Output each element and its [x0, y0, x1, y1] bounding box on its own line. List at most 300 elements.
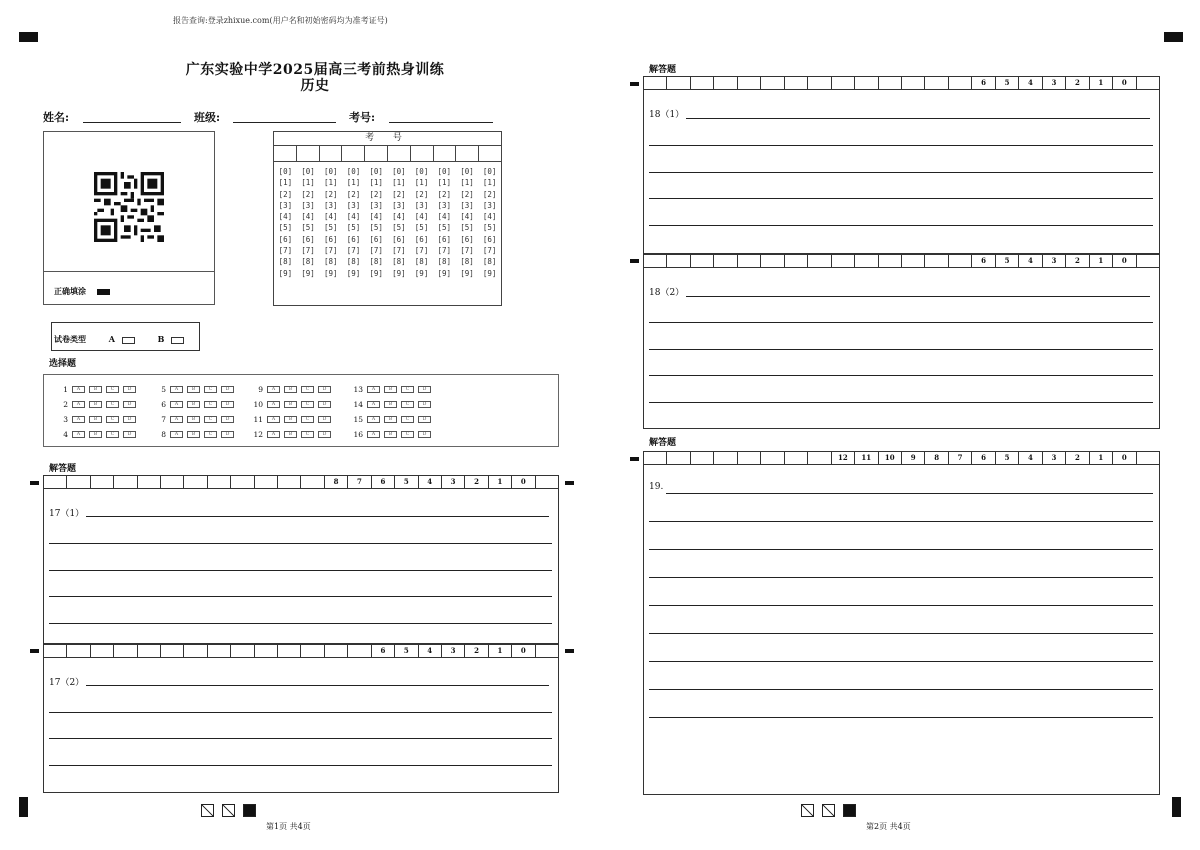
mcq-option-bubble[interactable]: A	[72, 401, 85, 408]
exam-id-digit[interactable]: [4]	[323, 212, 338, 222]
score-cell-blank[interactable]	[761, 77, 784, 89]
exam-id-digit[interactable]: [3]	[278, 200, 293, 210]
exam-id-digit[interactable]: [6]	[392, 234, 406, 244]
score-cell-blank[interactable]	[301, 645, 324, 657]
exam-id-digit[interactable]: [6]	[301, 234, 315, 244]
exam-id-digit[interactable]: [8]	[346, 257, 361, 267]
exam-id-digit[interactable]: [3]	[392, 200, 406, 210]
exam-id-digit[interactable]: [8]	[323, 257, 338, 267]
mcq-option-bubble[interactable]: B	[384, 431, 397, 438]
score-cell[interactable]: 7	[949, 452, 972, 464]
score-cell[interactable]: 6	[372, 476, 395, 488]
mcq-option-bubble[interactable]: B	[89, 416, 102, 423]
score-cell[interactable]: 8	[325, 476, 348, 488]
exam-id-digit[interactable]: [2]	[301, 189, 315, 199]
score-cell-blank[interactable]	[644, 77, 667, 89]
mcq-option-bubble[interactable]: B	[384, 401, 397, 408]
exam-id-digit[interactable]: [7]	[301, 246, 315, 256]
exam-id-digit[interactable]: [9]	[346, 268, 361, 278]
score-cell[interactable]: 0	[512, 476, 535, 488]
score-cell-blank[interactable]	[67, 476, 90, 488]
mcq-option-bubble[interactable]: A	[170, 386, 183, 393]
exam-id-digit[interactable]: [3]	[323, 200, 338, 210]
exam-id-column[interactable]	[319, 166, 342, 279]
score-cell-blank[interactable]	[691, 452, 714, 464]
exam-id-digit[interactable]: [1]	[437, 178, 452, 188]
score-cell-blank[interactable]	[808, 255, 831, 267]
score-cell[interactable]: 0	[512, 645, 535, 657]
score-cell[interactable]: 1	[489, 476, 512, 488]
mcq-option-bubble[interactable]: B	[89, 401, 102, 408]
score-cell[interactable]: 2	[1066, 255, 1089, 267]
score-cell-blank[interactable]	[231, 476, 254, 488]
exam-id-digit[interactable]: [8]	[301, 257, 315, 267]
exam-id-digit[interactable]: [1]	[392, 178, 406, 188]
mcq-option-bubble[interactable]: C	[301, 416, 314, 423]
score-cell[interactable]: 7	[348, 476, 371, 488]
exam-id-digit[interactable]: [9]	[323, 268, 338, 278]
score-cell-blank[interactable]	[325, 645, 348, 657]
exam-id-digit[interactable]: [9]	[301, 268, 315, 278]
mcq-option-bubble[interactable]: C	[204, 431, 217, 438]
mcq-option-bubble[interactable]: A	[367, 416, 380, 423]
score-cell-blank[interactable]	[761, 255, 784, 267]
exam-id-digit[interactable]: [8]	[414, 257, 429, 267]
exam-id-digit[interactable]: [5]	[278, 223, 293, 233]
score-strip-18-1[interactable]	[643, 76, 1160, 90]
exam-id-digit[interactable]: [4]	[414, 212, 429, 222]
exam-id-digit[interactable]: [3]	[414, 200, 429, 210]
exam-id-digit[interactable]: [8]	[392, 257, 406, 267]
exam-id-digit[interactable]: [0]	[392, 167, 406, 176]
score-cell[interactable]: 11	[855, 452, 878, 464]
exam-id-digit[interactable]: [3]	[346, 200, 361, 210]
mcq-option-bubble[interactable]: C	[106, 431, 119, 438]
score-cell-blank[interactable]	[667, 452, 690, 464]
exam-id-digit[interactable]: [3]	[301, 200, 315, 210]
exam-id-digit[interactable]: [4]	[392, 212, 406, 222]
mcq-option-bubble[interactable]: C	[301, 431, 314, 438]
class-field[interactable]	[233, 122, 336, 123]
exam-id-digit[interactable]: [3]	[460, 200, 474, 210]
mcq-option-bubble[interactable]: A	[170, 431, 183, 438]
exam-id-digit[interactable]: [7]	[392, 246, 406, 256]
exam-id-digit[interactable]: [2]	[323, 189, 338, 199]
exam-id-digit[interactable]: [1]	[346, 178, 361, 188]
exam-id-digit[interactable]: [1]	[278, 178, 293, 188]
exam-id-digit[interactable]: [4]	[346, 212, 361, 222]
exam-id-digit[interactable]: [6]	[437, 234, 452, 244]
answer-box-17-1[interactable]	[43, 489, 559, 644]
mcq-option-bubble[interactable]: C	[401, 386, 414, 393]
mcq-option-bubble[interactable]: D	[123, 401, 136, 408]
score-cell[interactable]: 5	[395, 476, 418, 488]
exam-id-digit[interactable]: [9]	[414, 268, 429, 278]
score-cell-blank[interactable]	[738, 452, 761, 464]
score-cell[interactable]: 5	[996, 452, 1019, 464]
exam-id-digit[interactable]: [7]	[278, 246, 293, 256]
mcq-option-bubble[interactable]: A	[170, 416, 183, 423]
score-cell[interactable]: 4	[419, 476, 442, 488]
score-cell-blank[interactable]	[644, 452, 667, 464]
mcq-option-bubble[interactable]: B	[187, 416, 200, 423]
exam-id-column[interactable]	[478, 166, 501, 279]
mcq-option-bubble[interactable]: D	[318, 401, 331, 408]
exam-id-digit[interactable]: [5]	[460, 223, 474, 233]
mcq-option-bubble[interactable]: B	[284, 386, 297, 393]
exam-id-digit[interactable]: [5]	[346, 223, 361, 233]
exam-id-digit[interactable]: [8]	[460, 257, 474, 267]
score-cell-blank[interactable]	[949, 77, 972, 89]
score-cell[interactable]: 1	[489, 645, 512, 657]
score-cell[interactable]: 2	[465, 476, 488, 488]
exam-id-digit[interactable]: [9]	[482, 268, 497, 278]
score-cell-blank[interactable]	[667, 77, 690, 89]
exam-id-digit[interactable]: [2]	[369, 189, 383, 199]
score-cell-blank[interactable]	[902, 255, 925, 267]
mcq-option-bubble[interactable]: D	[418, 431, 431, 438]
exam-id-digit[interactable]: [6]	[482, 234, 497, 244]
score-cell-blank[interactable]	[536, 476, 558, 488]
score-cell[interactable]: 0	[1113, 452, 1136, 464]
score-cell-blank[interactable]	[278, 645, 301, 657]
mcq-option-bubble[interactable]: B	[187, 386, 200, 393]
exam-id-digit[interactable]: [3]	[482, 200, 497, 210]
score-cell[interactable]: 1	[1090, 452, 1113, 464]
score-cell-blank[interactable]	[44, 476, 67, 488]
score-cell-blank[interactable]	[785, 255, 808, 267]
score-cell[interactable]: 12	[832, 452, 855, 464]
exam-id-digit[interactable]: [4]	[278, 212, 293, 222]
mcq-option-bubble[interactable]: D	[221, 416, 234, 423]
exam-id-column[interactable]	[274, 166, 297, 279]
score-cell[interactable]: 4	[1019, 255, 1042, 267]
mcq-option-bubble[interactable]: C	[106, 416, 119, 423]
mcq-option-bubble[interactable]: B	[284, 416, 297, 423]
score-cell[interactable]: 6	[972, 77, 995, 89]
mcq-option-bubble[interactable]: C	[204, 416, 217, 423]
mcq-option-bubble[interactable]: A	[267, 401, 280, 408]
score-cell[interactable]: 1	[1090, 77, 1113, 89]
exam-id-digit[interactable]: [6]	[323, 234, 338, 244]
score-cell-blank[interactable]	[255, 645, 278, 657]
score-cell-blank[interactable]	[1137, 255, 1159, 267]
score-cell-blank[interactable]	[667, 255, 690, 267]
exam-id-digit[interactable]: [9]	[437, 268, 452, 278]
exam-id-column[interactable]	[433, 166, 456, 279]
exam-id-column[interactable]	[456, 166, 479, 279]
score-cell-blank[interactable]	[902, 77, 925, 89]
score-cell-blank[interactable]	[161, 476, 184, 488]
exam-id-digit[interactable]: [6]	[369, 234, 383, 244]
mcq-option-bubble[interactable]: B	[384, 416, 397, 423]
score-cell-blank[interactable]	[738, 77, 761, 89]
exam-id-digit[interactable]: [0]	[346, 167, 361, 176]
name-field[interactable]	[83, 122, 181, 123]
score-cell[interactable]: 0	[1113, 77, 1136, 89]
type-b-checkbox[interactable]	[171, 337, 184, 344]
score-cell-blank[interactable]	[785, 452, 808, 464]
score-cell-blank[interactable]	[855, 77, 878, 89]
exam-id-digit[interactable]: [0]	[369, 167, 383, 176]
mcq-option-bubble[interactable]: A	[267, 431, 280, 438]
score-cell[interactable]: 6	[972, 452, 995, 464]
exam-id-digit[interactable]: [5]	[392, 223, 406, 233]
score-cell[interactable]: 4	[419, 645, 442, 657]
exam-id-digit[interactable]: [4]	[460, 212, 474, 222]
mcq-option-bubble[interactable]: C	[301, 401, 314, 408]
score-cell[interactable]: 6	[972, 255, 995, 267]
score-cell-blank[interactable]	[114, 476, 137, 488]
score-cell-blank[interactable]	[691, 77, 714, 89]
exam-id-digit[interactable]: [3]	[437, 200, 452, 210]
score-cell[interactable]: 8	[925, 452, 948, 464]
exam-id-digit[interactable]: [4]	[369, 212, 383, 222]
score-cell-blank[interactable]	[1137, 77, 1159, 89]
score-cell-blank[interactable]	[785, 77, 808, 89]
score-cell[interactable]: 5	[996, 255, 1019, 267]
score-cell-blank[interactable]	[184, 476, 207, 488]
mcq-option-bubble[interactable]: D	[318, 386, 331, 393]
exam-id-digit[interactable]: [0]	[482, 167, 497, 176]
mcq-option-bubble[interactable]: B	[187, 431, 200, 438]
mcq-option-bubble[interactable]: B	[89, 431, 102, 438]
exam-id-digit[interactable]: [6]	[460, 234, 474, 244]
mcq-option-bubble[interactable]: B	[187, 401, 200, 408]
mcq-option-bubble[interactable]: A	[170, 401, 183, 408]
exam-id-digit[interactable]: [9]	[392, 268, 406, 278]
exam-id-digit[interactable]: [7]	[460, 246, 474, 256]
score-cell-blank[interactable]	[879, 77, 902, 89]
mcq-option-bubble[interactable]: D	[418, 416, 431, 423]
exam-id-digit[interactable]: [7]	[346, 246, 361, 256]
score-cell-blank[interactable]	[67, 645, 90, 657]
mcq-option-bubble[interactable]: D	[318, 431, 331, 438]
score-cell-blank[interactable]	[832, 255, 855, 267]
exam-id-digit[interactable]: [5]	[482, 223, 497, 233]
mcq-option-bubble[interactable]: D	[221, 431, 234, 438]
score-cell-blank[interactable]	[44, 645, 67, 657]
exam-id-digit[interactable]: [5]	[369, 223, 383, 233]
mcq-option-bubble[interactable]: A	[367, 386, 380, 393]
score-cell[interactable]: 4	[1019, 452, 1042, 464]
exam-id-digit[interactable]: [2]	[482, 189, 497, 199]
score-cell-blank[interactable]	[91, 476, 114, 488]
exam-id-digit[interactable]: [1]	[482, 178, 497, 188]
score-cell[interactable]: 9	[902, 452, 925, 464]
exam-id-digit[interactable]: [0]	[437, 167, 452, 176]
exam-id-digit[interactable]: [7]	[323, 246, 338, 256]
score-cell[interactable]: 5	[395, 645, 418, 657]
mcq-option-bubble[interactable]: C	[401, 431, 414, 438]
mcq-option-bubble[interactable]: C	[106, 386, 119, 393]
exam-id-digit[interactable]: [0]	[414, 167, 429, 176]
exam-id-digit[interactable]: [0]	[460, 167, 474, 176]
exam-id-digit[interactable]: [2]	[392, 189, 406, 199]
score-cell-blank[interactable]	[161, 645, 184, 657]
exam-id-digit[interactable]: [8]	[437, 257, 452, 267]
exam-id-digit[interactable]: [8]	[482, 257, 497, 267]
mcq-option-bubble[interactable]: C	[301, 386, 314, 393]
score-cell-blank[interactable]	[301, 476, 324, 488]
exam-id-digit[interactable]: [1]	[369, 178, 383, 188]
mcq-option-bubble[interactable]: A	[367, 431, 380, 438]
score-cell-blank[interactable]	[738, 255, 761, 267]
exam-id-digit[interactable]: [0]	[301, 167, 315, 176]
mcq-option-bubble[interactable]: C	[401, 401, 414, 408]
score-cell-blank[interactable]	[255, 476, 278, 488]
score-cell-blank[interactable]	[536, 645, 558, 657]
score-strip-17-1[interactable]	[43, 475, 559, 489]
score-cell-blank[interactable]	[714, 255, 737, 267]
mcq-option-bubble[interactable]: D	[221, 386, 234, 393]
score-cell-blank[interactable]	[714, 452, 737, 464]
exam-id-digit[interactable]: [6]	[278, 234, 293, 244]
score-cell[interactable]: 3	[1043, 452, 1066, 464]
mcq-option-bubble[interactable]: B	[284, 431, 297, 438]
exam-id-digit[interactable]: [5]	[323, 223, 338, 233]
exam-id-digit[interactable]: [2]	[414, 189, 429, 199]
score-cell[interactable]: 1	[1090, 255, 1113, 267]
exam-id-digit[interactable]: [6]	[414, 234, 429, 244]
mcq-option-bubble[interactable]: D	[418, 401, 431, 408]
exam-id-digit[interactable]: [2]	[460, 189, 474, 199]
exam-id-digit[interactable]: [4]	[301, 212, 315, 222]
answer-box-19[interactable]	[643, 465, 1160, 795]
score-cell-blank[interactable]	[1137, 452, 1159, 464]
score-strip-17-2[interactable]	[43, 644, 559, 658]
mcq-option-bubble[interactable]: C	[204, 401, 217, 408]
score-strip-19[interactable]	[643, 451, 1160, 465]
exam-id-digit[interactable]: [1]	[460, 178, 474, 188]
mcq-option-bubble[interactable]: D	[123, 386, 136, 393]
exam-id-digit[interactable]: [0]	[323, 167, 338, 176]
score-cell-blank[interactable]	[925, 77, 948, 89]
mcq-option-bubble[interactable]: D	[123, 431, 136, 438]
mcq-option-bubble[interactable]: A	[72, 416, 85, 423]
exam-id-digit[interactable]: [9]	[369, 268, 383, 278]
exam-id-digit[interactable]: [8]	[369, 257, 383, 267]
score-cell-blank[interactable]	[231, 645, 254, 657]
exam-id-column[interactable]	[342, 166, 365, 279]
exam-id-digit[interactable]: [4]	[437, 212, 452, 222]
score-cell-blank[interactable]	[644, 255, 667, 267]
score-cell[interactable]: 0	[1113, 255, 1136, 267]
score-cell[interactable]: 3	[442, 476, 465, 488]
score-cell-blank[interactable]	[278, 476, 301, 488]
mcq-option-bubble[interactable]: A	[72, 386, 85, 393]
exam-no-field[interactable]	[389, 122, 493, 123]
exam-id-column[interactable]	[365, 166, 388, 279]
score-cell[interactable]: 2	[1066, 77, 1089, 89]
mcq-option-bubble[interactable]: B	[384, 386, 397, 393]
score-cell[interactable]: 2	[1066, 452, 1089, 464]
mcq-option-bubble[interactable]: A	[267, 416, 280, 423]
mcq-option-bubble[interactable]: C	[106, 401, 119, 408]
score-cell[interactable]: 4	[1019, 77, 1042, 89]
mcq-option-bubble[interactable]: A	[367, 401, 380, 408]
score-cell[interactable]: 5	[996, 77, 1019, 89]
mcq-option-bubble[interactable]: C	[204, 386, 217, 393]
exam-id-digit[interactable]: [7]	[437, 246, 452, 256]
exam-id-digit[interactable]: [5]	[414, 223, 429, 233]
exam-id-digit[interactable]: [1]	[323, 178, 338, 188]
mcq-option-bubble[interactable]: A	[267, 386, 280, 393]
score-cell-blank[interactable]	[91, 645, 114, 657]
score-cell[interactable]: 2	[465, 645, 488, 657]
score-cell-blank[interactable]	[208, 645, 231, 657]
exam-id-digit[interactable]: [1]	[301, 178, 315, 188]
answer-box-18-1[interactable]	[643, 90, 1160, 254]
score-cell[interactable]: 6	[372, 645, 395, 657]
score-cell[interactable]: 10	[879, 452, 902, 464]
score-strip-18-2[interactable]	[643, 254, 1160, 268]
exam-id-digit[interactable]: [6]	[346, 234, 361, 244]
type-a-checkbox[interactable]	[122, 337, 135, 344]
mcq-option-bubble[interactable]: D	[221, 401, 234, 408]
score-cell-blank[interactable]	[138, 476, 161, 488]
mcq-option-bubble[interactable]: D	[418, 386, 431, 393]
score-cell[interactable]: 3	[1043, 77, 1066, 89]
exam-id-digit[interactable]: [5]	[437, 223, 452, 233]
exam-id-column[interactable]	[410, 166, 433, 279]
score-cell-blank[interactable]	[879, 255, 902, 267]
exam-id-digit[interactable]: [2]	[346, 189, 361, 199]
exam-id-digit[interactable]: [8]	[278, 257, 293, 267]
exam-id-digit[interactable]: [1]	[414, 178, 429, 188]
mcq-option-bubble[interactable]: B	[89, 386, 102, 393]
score-cell-blank[interactable]	[761, 452, 784, 464]
score-cell[interactable]: 3	[1043, 255, 1066, 267]
exam-id-digit[interactable]: [3]	[369, 200, 383, 210]
exam-id-digit[interactable]: [2]	[278, 189, 293, 199]
exam-id-digit[interactable]: [7]	[414, 246, 429, 256]
score-cell-blank[interactable]	[114, 645, 137, 657]
mcq-option-bubble[interactable]: A	[72, 431, 85, 438]
exam-id-grid[interactable]	[273, 131, 502, 306]
score-cell-blank[interactable]	[855, 255, 878, 267]
exam-id-digit[interactable]: [5]	[301, 223, 315, 233]
score-cell[interactable]: 3	[442, 645, 465, 657]
score-cell-blank[interactable]	[808, 452, 831, 464]
exam-id-digit[interactable]: [4]	[482, 212, 497, 222]
score-cell-blank[interactable]	[925, 255, 948, 267]
exam-id-digit[interactable]: [0]	[278, 167, 293, 176]
score-cell-blank[interactable]	[808, 77, 831, 89]
answer-box-17-2[interactable]	[43, 658, 559, 793]
score-cell-blank[interactable]	[138, 645, 161, 657]
mcq-option-bubble[interactable]: D	[123, 416, 136, 423]
score-cell-blank[interactable]	[714, 77, 737, 89]
score-cell-blank[interactable]	[949, 255, 972, 267]
score-cell-blank[interactable]	[691, 255, 714, 267]
exam-id-column[interactable]	[388, 166, 411, 279]
score-cell-blank[interactable]	[184, 645, 207, 657]
answer-box-18-2[interactable]	[643, 268, 1160, 429]
exam-id-digit[interactable]: [7]	[369, 246, 383, 256]
exam-id-digit[interactable]: [9]	[278, 268, 293, 278]
exam-id-column[interactable]	[297, 166, 320, 279]
exam-id-digit[interactable]: [9]	[460, 268, 474, 278]
exam-id-digit[interactable]: [7]	[482, 246, 497, 256]
mcq-option-bubble[interactable]: C	[401, 416, 414, 423]
score-cell-blank[interactable]	[348, 645, 371, 657]
exam-id-digit[interactable]: [2]	[437, 189, 452, 199]
mcq-option-bubble[interactable]: D	[318, 416, 331, 423]
score-cell-blank[interactable]	[208, 476, 231, 488]
score-cell-blank[interactable]	[832, 77, 855, 89]
mcq-option-bubble[interactable]: B	[284, 401, 297, 408]
